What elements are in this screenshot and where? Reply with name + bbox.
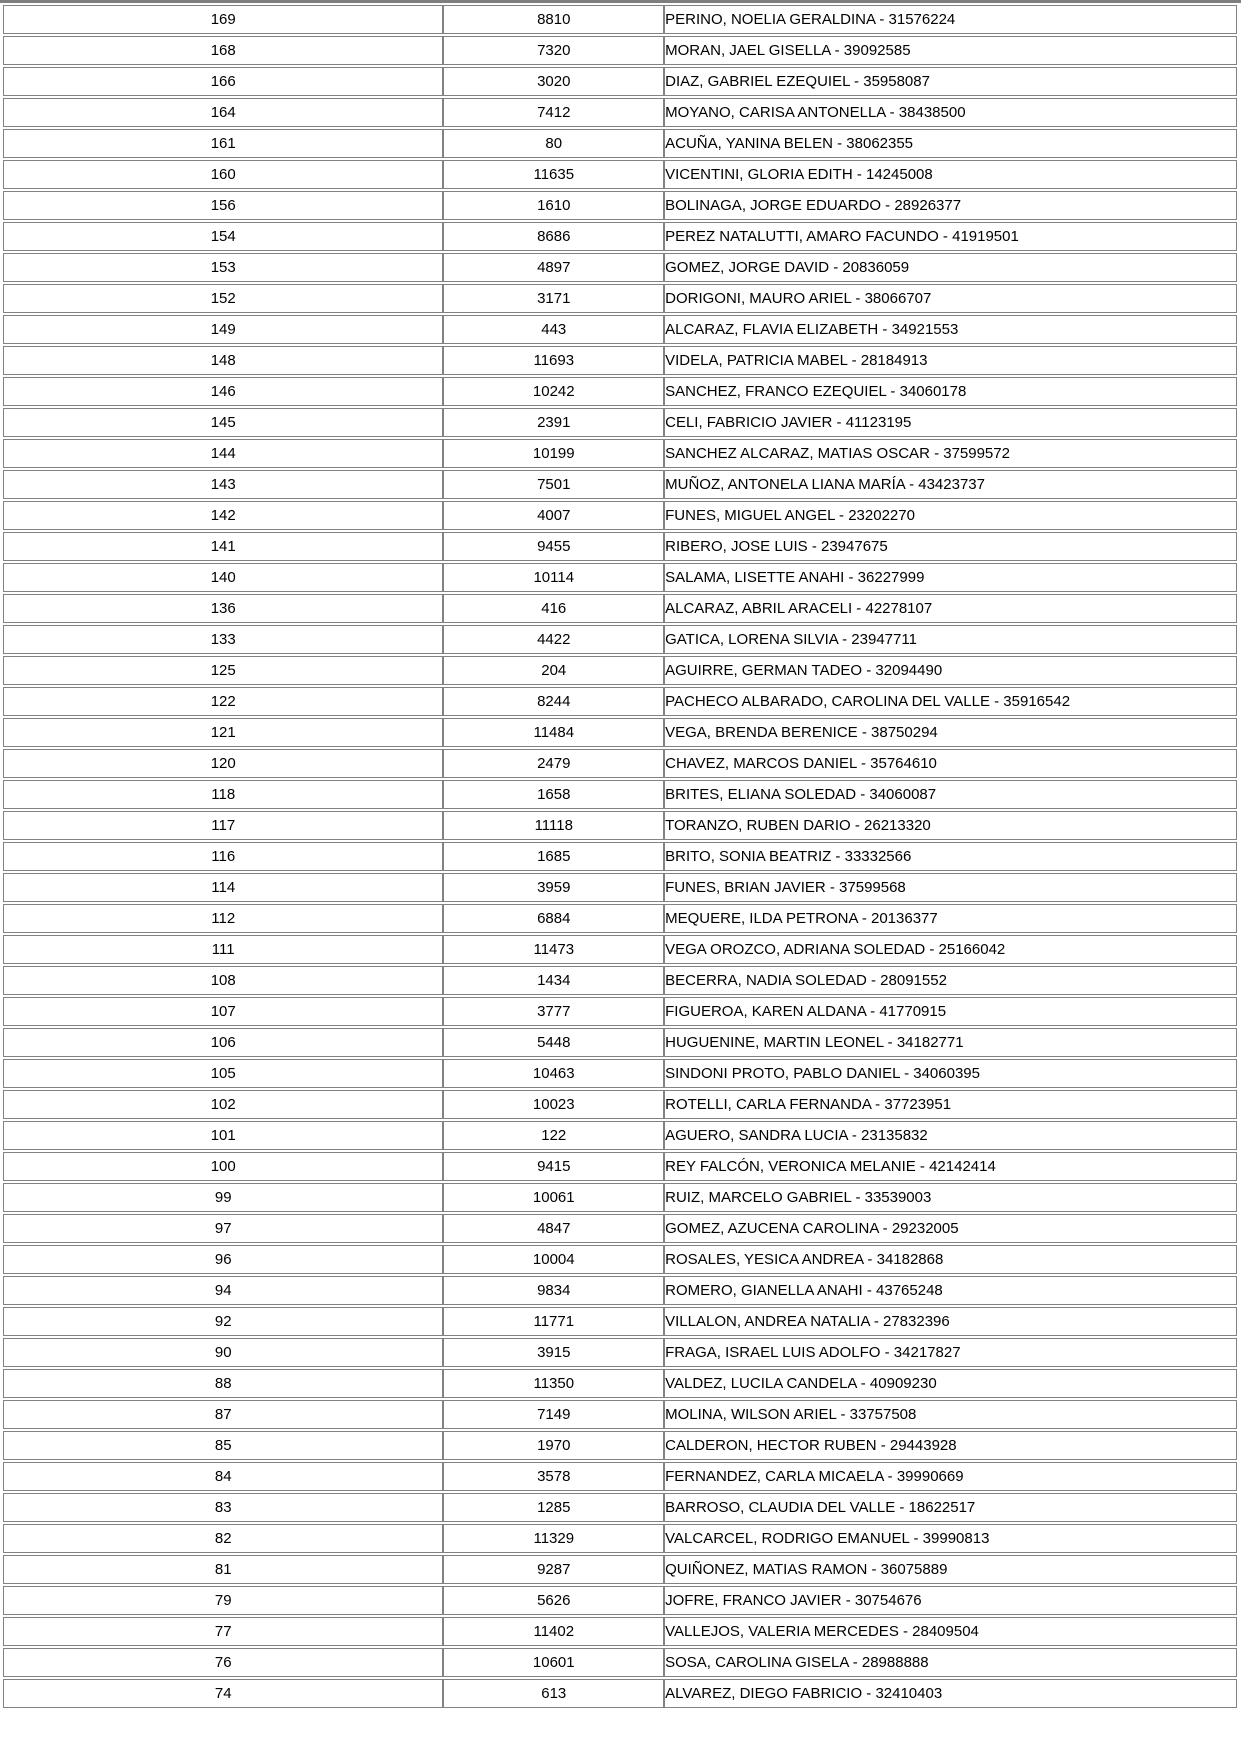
- order-cell: 87: [3, 1400, 443, 1429]
- table-row: [3, 1121, 1237, 1150]
- order-cell: 114: [3, 873, 443, 902]
- table-row: [3, 222, 1237, 251]
- person-cell: VEGA, BRENDA BERENICE - 38750294: [664, 718, 1237, 747]
- order-cell: 144: [3, 439, 443, 468]
- order-cell: 149: [3, 315, 443, 344]
- person-cell: ROTELLI, CARLA FERNANDA - 37723951: [664, 1090, 1237, 1119]
- person-cell: MUÑOZ, ANTONELA LIANA MARÍA - 43423737: [664, 470, 1237, 499]
- code-cell: 11635: [443, 160, 664, 189]
- code-cell: 8810: [443, 5, 664, 34]
- code-cell: 10114: [443, 563, 664, 592]
- code-cell: 416: [443, 594, 664, 623]
- table-row: [3, 1059, 1237, 1088]
- code-cell: 443: [443, 315, 664, 344]
- person-cell: ALVAREZ, DIEGO FABRICIO - 32410403: [664, 1679, 1237, 1708]
- table-row: [3, 997, 1237, 1026]
- person-cell: ROMERO, GIANELLA ANAHI - 43765248: [664, 1276, 1237, 1305]
- order-cell: 101: [3, 1121, 443, 1150]
- order-cell: 82: [3, 1524, 443, 1553]
- person-cell: CHAVEZ, MARCOS DANIEL - 35764610: [664, 749, 1237, 778]
- order-cell: 140: [3, 563, 443, 592]
- person-cell: PACHECO ALBARADO, CAROLINA DEL VALLE - 35916542: [664, 687, 1237, 716]
- person-cell: VALLEJOS, VALERIA MERCEDES - 28409504: [664, 1617, 1237, 1646]
- table-row: [3, 1431, 1237, 1460]
- order-cell: 105: [3, 1059, 443, 1088]
- code-cell: 3020: [443, 67, 664, 96]
- table-row: [3, 532, 1237, 561]
- code-cell: 4007: [443, 501, 664, 530]
- table-row: [3, 1524, 1237, 1553]
- code-cell: 1434: [443, 966, 664, 995]
- order-cell: 99: [3, 1183, 443, 1212]
- order-cell: 161: [3, 129, 443, 158]
- code-cell: 3171: [443, 284, 664, 313]
- code-cell: 10004: [443, 1245, 664, 1274]
- code-cell: 7149: [443, 1400, 664, 1429]
- code-cell: 9455: [443, 532, 664, 561]
- person-cell: BARROSO, CLAUDIA DEL VALLE - 18622517: [664, 1493, 1237, 1522]
- code-cell: 1610: [443, 191, 664, 220]
- order-cell: 118: [3, 780, 443, 809]
- table-row: [3, 1338, 1237, 1367]
- table-row: [3, 253, 1237, 282]
- order-cell: 77: [3, 1617, 443, 1646]
- order-cell: 166: [3, 67, 443, 96]
- table-row: [3, 377, 1237, 406]
- code-cell: 10199: [443, 439, 664, 468]
- code-cell: 9287: [443, 1555, 664, 1584]
- code-cell: 11693: [443, 346, 664, 375]
- person-cell: FIGUEROA, KAREN ALDANA - 41770915: [664, 997, 1237, 1026]
- order-cell: 81: [3, 1555, 443, 1584]
- person-cell: DIAZ, GABRIEL EZEQUIEL - 35958087: [664, 67, 1237, 96]
- person-cell: QUIÑONEZ, MATIAS RAMON - 36075889: [664, 1555, 1237, 1584]
- person-cell: BRITO, SONIA BEATRIZ - 33332566: [664, 842, 1237, 871]
- person-cell: CELI, FABRICIO JAVIER - 41123195: [664, 408, 1237, 437]
- order-cell: 156: [3, 191, 443, 220]
- person-cell: AGUIRRE, GERMAN TADEO - 32094490: [664, 656, 1237, 685]
- person-cell: AGUERO, SANDRA LUCIA - 23135832: [664, 1121, 1237, 1150]
- person-cell: VILLALON, ANDREA NATALIA - 27832396: [664, 1307, 1237, 1336]
- order-cell: 102: [3, 1090, 443, 1119]
- order-cell: 97: [3, 1214, 443, 1243]
- table-row: [3, 1152, 1237, 1181]
- table-row: [3, 191, 1237, 220]
- code-cell: 2391: [443, 408, 664, 437]
- code-cell: 3777: [443, 997, 664, 1026]
- code-cell: 2479: [443, 749, 664, 778]
- table-row: [3, 1183, 1237, 1212]
- code-cell: 1285: [443, 1493, 664, 1522]
- order-cell: 96: [3, 1245, 443, 1274]
- order-cell: 120: [3, 749, 443, 778]
- code-cell: 5448: [443, 1028, 664, 1057]
- code-cell: 3915: [443, 1338, 664, 1367]
- table-row: [3, 1586, 1237, 1615]
- person-cell: GATICA, LORENA SILVIA - 23947711: [664, 625, 1237, 654]
- table-row: [3, 408, 1237, 437]
- order-cell: 154: [3, 222, 443, 251]
- person-cell: GOMEZ, JORGE DAVID - 20836059: [664, 253, 1237, 282]
- code-cell: 11771: [443, 1307, 664, 1336]
- code-cell: 3578: [443, 1462, 664, 1491]
- order-cell: 90: [3, 1338, 443, 1367]
- code-cell: 10463: [443, 1059, 664, 1088]
- order-cell: 88: [3, 1369, 443, 1398]
- order-cell: 148: [3, 346, 443, 375]
- table-row: [3, 873, 1237, 902]
- order-cell: 74: [3, 1679, 443, 1708]
- person-cell: CALDERON, HECTOR RUBEN - 29443928: [664, 1431, 1237, 1460]
- order-cell: 84: [3, 1462, 443, 1491]
- code-cell: 3959: [443, 873, 664, 902]
- code-cell: 11350: [443, 1369, 664, 1398]
- order-cell: 106: [3, 1028, 443, 1057]
- order-cell: 94: [3, 1276, 443, 1305]
- order-cell: 143: [3, 470, 443, 499]
- code-cell: 5626: [443, 1586, 664, 1615]
- order-cell: 92: [3, 1307, 443, 1336]
- table-row: [3, 315, 1237, 344]
- code-cell: 10061: [443, 1183, 664, 1212]
- table-row: [3, 439, 1237, 468]
- order-cell: 79: [3, 1586, 443, 1615]
- person-cell: ALCARAZ, ABRIL ARACELI - 42278107: [664, 594, 1237, 623]
- person-cell: DORIGONI, MAURO ARIEL - 38066707: [664, 284, 1237, 313]
- table-row: [3, 625, 1237, 654]
- order-cell: 164: [3, 98, 443, 127]
- code-cell: 11473: [443, 935, 664, 964]
- order-cell: 168: [3, 36, 443, 65]
- table-row: [3, 129, 1237, 158]
- order-cell: 160: [3, 160, 443, 189]
- order-cell: 108: [3, 966, 443, 995]
- person-cell: ROSALES, YESICA ANDREA - 34182868: [664, 1245, 1237, 1274]
- person-cell: FUNES, MIGUEL ANGEL - 23202270: [664, 501, 1237, 530]
- person-cell: RUIZ, MARCELO GABRIEL - 33539003: [664, 1183, 1237, 1212]
- code-cell: 1970: [443, 1431, 664, 1460]
- order-cell: 133: [3, 625, 443, 654]
- order-cell: 76: [3, 1648, 443, 1677]
- code-cell: 7320: [443, 36, 664, 65]
- person-cell: FUNES, BRIAN JAVIER - 37599568: [664, 873, 1237, 902]
- person-cell: JOFRE, FRANCO JAVIER - 30754676: [664, 1586, 1237, 1615]
- person-cell: MOYANO, CARISA ANTONELLA - 38438500: [664, 98, 1237, 127]
- person-cell: VICENTINI, GLORIA EDITH - 14245008: [664, 160, 1237, 189]
- person-cell: SANCHEZ ALCARAZ, MATIAS OSCAR - 37599572: [664, 439, 1237, 468]
- table-row: [3, 1493, 1237, 1522]
- person-cell: MEQUERE, ILDA PETRONA - 20136377: [664, 904, 1237, 933]
- code-cell: 9834: [443, 1276, 664, 1305]
- table-row: [3, 1400, 1237, 1429]
- table-row: [3, 1555, 1237, 1584]
- order-cell: 122: [3, 687, 443, 716]
- table-row: [3, 1369, 1237, 1398]
- code-cell: 11329: [443, 1524, 664, 1553]
- code-cell: 122: [443, 1121, 664, 1150]
- table-row: [3, 501, 1237, 530]
- order-cell: 112: [3, 904, 443, 933]
- table-row: [3, 656, 1237, 685]
- table-row: [3, 842, 1237, 871]
- order-cell: 141: [3, 532, 443, 561]
- code-cell: 80: [443, 129, 664, 158]
- code-cell: 10023: [443, 1090, 664, 1119]
- order-cell: 125: [3, 656, 443, 685]
- table-row: [3, 284, 1237, 313]
- person-cell: TORANZO, RUBEN DARIO - 26213320: [664, 811, 1237, 840]
- table-row: [3, 1090, 1237, 1119]
- code-cell: 11484: [443, 718, 664, 747]
- table-row: [3, 687, 1237, 716]
- table-row: [3, 1648, 1237, 1677]
- roster-table-body: [3, 5, 1237, 1708]
- table-row: [3, 36, 1237, 65]
- table-row: [3, 1245, 1237, 1274]
- order-cell: 117: [3, 811, 443, 840]
- order-cell: 152: [3, 284, 443, 313]
- person-cell: SINDONI PROTO, PABLO DANIEL - 34060395: [664, 1059, 1237, 1088]
- person-cell: SANCHEZ, FRANCO EZEQUIEL - 34060178: [664, 377, 1237, 406]
- code-cell: 8686: [443, 222, 664, 251]
- table-row: [3, 904, 1237, 933]
- person-cell: VIDELA, PATRICIA MABEL - 28184913: [664, 346, 1237, 375]
- table-row: [3, 470, 1237, 499]
- table-row: [3, 594, 1237, 623]
- table-row: [3, 966, 1237, 995]
- person-cell: MORAN, JAEL GISELLA - 39092585: [664, 36, 1237, 65]
- code-cell: 10601: [443, 1648, 664, 1677]
- table-row: [3, 1276, 1237, 1305]
- person-cell: GOMEZ, AZUCENA CAROLINA - 29232005: [664, 1214, 1237, 1243]
- person-cell: ALCARAZ, FLAVIA ELIZABETH - 34921553: [664, 315, 1237, 344]
- code-cell: 10242: [443, 377, 664, 406]
- code-cell: 6884: [443, 904, 664, 933]
- table-row: [3, 718, 1237, 747]
- order-cell: 85: [3, 1431, 443, 1460]
- person-cell: VALDEZ, LUCILA CANDELA - 40909230: [664, 1369, 1237, 1398]
- person-cell: PERINO, NOELIA GERALDINA - 31576224: [664, 5, 1237, 34]
- order-cell: 116: [3, 842, 443, 871]
- person-cell: FRAGA, ISRAEL LUIS ADOLFO - 34217827: [664, 1338, 1237, 1367]
- table-row: [3, 1028, 1237, 1057]
- code-cell: 613: [443, 1679, 664, 1708]
- table-row: [3, 1617, 1237, 1646]
- person-cell: PEREZ NATALUTTI, AMARO FACUNDO - 41919501: [664, 222, 1237, 251]
- table-row: [3, 749, 1237, 778]
- person-cell: HUGUENINE, MARTIN LEONEL - 34182771: [664, 1028, 1237, 1057]
- person-cell: MOLINA, WILSON ARIEL - 33757508: [664, 1400, 1237, 1429]
- code-cell: 4422: [443, 625, 664, 654]
- person-cell: BOLINAGA, JORGE EDUARDO - 28926377: [664, 191, 1237, 220]
- table-row: [3, 1214, 1237, 1243]
- code-cell: 7412: [443, 98, 664, 127]
- order-cell: 142: [3, 501, 443, 530]
- person-cell: RIBERO, JOSE LUIS - 23947675: [664, 532, 1237, 561]
- order-cell: 83: [3, 1493, 443, 1522]
- table-row: [3, 811, 1237, 840]
- table-row: [3, 563, 1237, 592]
- person-cell: SOSA, CAROLINA GISELA - 28988888: [664, 1648, 1237, 1677]
- code-cell: 4897: [443, 253, 664, 282]
- person-cell: BECERRA, NADIA SOLEDAD - 28091552: [664, 966, 1237, 995]
- table-row: [3, 160, 1237, 189]
- table-row: [3, 780, 1237, 809]
- code-cell: 9415: [443, 1152, 664, 1181]
- person-cell: BRITES, ELIANA SOLEDAD - 34060087: [664, 780, 1237, 809]
- person-cell: FERNANDEZ, CARLA MICAELA - 39990669: [664, 1462, 1237, 1491]
- order-cell: 153: [3, 253, 443, 282]
- table-row: [3, 935, 1237, 964]
- code-cell: 11402: [443, 1617, 664, 1646]
- order-cell: 107: [3, 997, 443, 1026]
- table-row: [3, 1679, 1237, 1708]
- order-cell: 100: [3, 1152, 443, 1181]
- roster-table: [3, 3, 1237, 1710]
- code-cell: 11118: [443, 811, 664, 840]
- order-cell: 146: [3, 377, 443, 406]
- table-row: [3, 67, 1237, 96]
- code-cell: 7501: [443, 470, 664, 499]
- person-cell: SALAMA, LISETTE ANAHI - 36227999: [664, 563, 1237, 592]
- code-cell: 8244: [443, 687, 664, 716]
- person-cell: VEGA OROZCO, ADRIANA SOLEDAD - 25166042: [664, 935, 1237, 964]
- person-cell: REY FALCÓN, VERONICA MELANIE - 42142414: [664, 1152, 1237, 1181]
- order-cell: 136: [3, 594, 443, 623]
- table-row: [3, 5, 1237, 34]
- code-cell: 4847: [443, 1214, 664, 1243]
- person-cell: ACUÑA, YANINA BELEN - 38062355: [664, 129, 1237, 158]
- table-row: [3, 346, 1237, 375]
- order-cell: 169: [3, 5, 443, 34]
- table-row: [3, 98, 1237, 127]
- code-cell: 1658: [443, 780, 664, 809]
- order-cell: 145: [3, 408, 443, 437]
- table-row: [3, 1307, 1237, 1336]
- person-cell: VALCARCEL, RODRIGO EMANUEL - 39990813: [664, 1524, 1237, 1553]
- code-cell: 1685: [443, 842, 664, 871]
- table-row: [3, 1462, 1237, 1491]
- order-cell: 121: [3, 718, 443, 747]
- order-cell: 111: [3, 935, 443, 964]
- code-cell: 204: [443, 656, 664, 685]
